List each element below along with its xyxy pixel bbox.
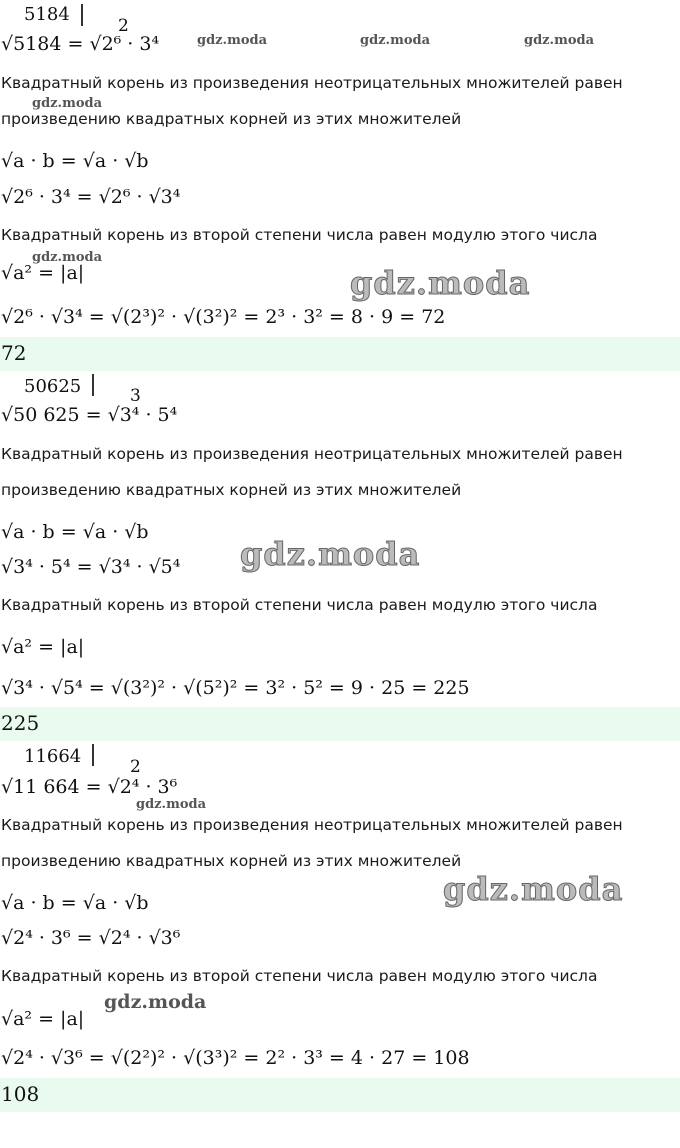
watermark-large: gdz.moda (240, 535, 421, 573)
factor-divider (92, 374, 94, 396)
rule-product-line-2: произведению квадратных корней из этих множителей (1, 110, 462, 128)
answer-band (0, 1078, 680, 1112)
rule-modulus: Квадратный корень из второй степени числа равен модулю этого числа (1, 967, 598, 985)
number-label: 5184 (24, 4, 70, 25)
step-split: √3⁴ · 5⁴ = √3⁴ · √5⁴ (1, 556, 181, 578)
number-label: 50625 (24, 376, 82, 397)
watermark-small: gdz.moda (136, 797, 207, 812)
watermark-small: gdz.moda (360, 33, 431, 48)
watermark-small: gdz.moda (197, 33, 268, 48)
number-label: 11664 (24, 746, 82, 767)
watermark-small: gdz.moda (32, 96, 103, 111)
step-evaluate: √2⁶ · √3⁴ = √(2³)² · √(3²)² = 2³ · 3² = 8 · 9 = 72 (1, 306, 446, 328)
factor-index: 3 (130, 386, 141, 406)
rule-product-line-1: Квадратный корень из произведения неотрицательных множителей равен (1, 74, 623, 92)
rule-product-line-1: Квадратный корень из произведения неотрицательных множителей равен (1, 445, 623, 463)
formula-product: √a · b = √a · √b (1, 521, 149, 543)
formula-modulus: √a² = |a| (1, 1008, 85, 1030)
formula-product: √a · b = √a · √b (1, 892, 149, 914)
factorization-line: √5184 = √2⁶ · 3⁴ (1, 33, 160, 55)
rule-modulus: Квадратный корень из второй степени числа равен модулю этого числа (1, 226, 598, 244)
watermark-small: gdz.moda (524, 33, 595, 48)
watermark-large: gdz.moda (350, 264, 531, 302)
answer-band (0, 337, 680, 371)
answer-value: 225 (1, 711, 40, 735)
answer-value: 108 (1, 1082, 40, 1106)
watermark-small: gdz.moda (32, 250, 103, 265)
step-split: √2⁴ · 3⁶ = √2⁴ · √3⁶ (1, 927, 181, 949)
step-evaluate: √3⁴ · √5⁴ = √(3²)² · √(5²)² = 3² · 5² = 9 · 25 = 225 (1, 677, 470, 699)
rule-modulus: Квадратный корень из второй степени числа равен модулю этого числа (1, 596, 598, 614)
formula-product: √a · b = √a · √b (1, 150, 149, 172)
factor-divider (92, 744, 94, 766)
step-evaluate: √2⁴ · √3⁶ = √(2²)² · √(3³)² = 2² · 3³ = 4 · 27 = 108 (1, 1047, 470, 1069)
step-split: √2⁶ · 3⁴ = √2⁶ · √3⁴ (1, 186, 181, 208)
factorization-line: √50 625 = √3⁴ · 5⁴ (1, 404, 178, 426)
formula-modulus: √a² = |a| (1, 636, 85, 658)
factorization-line: √11 664 = √2⁴ · 3⁶ (1, 776, 178, 798)
watermark-large: gdz.moda (443, 870, 624, 908)
factor-divider (81, 4, 83, 26)
formula-modulus: √a² = |a| (1, 262, 85, 284)
watermark-medium: gdz.moda (104, 991, 207, 1013)
answer-band (0, 707, 680, 741)
rule-product-line-2: произведению квадратных корней из этих множителей (1, 852, 462, 870)
factor-index: 2 (130, 757, 141, 777)
answer-value: 72 (1, 341, 27, 365)
rule-product-line-2: произведению квадратных корней из этих множителей (1, 481, 462, 499)
factor-index: 2 (118, 16, 129, 36)
rule-product-line-1: Квадратный корень из произведения неотрицательных множителей равен (1, 816, 623, 834)
